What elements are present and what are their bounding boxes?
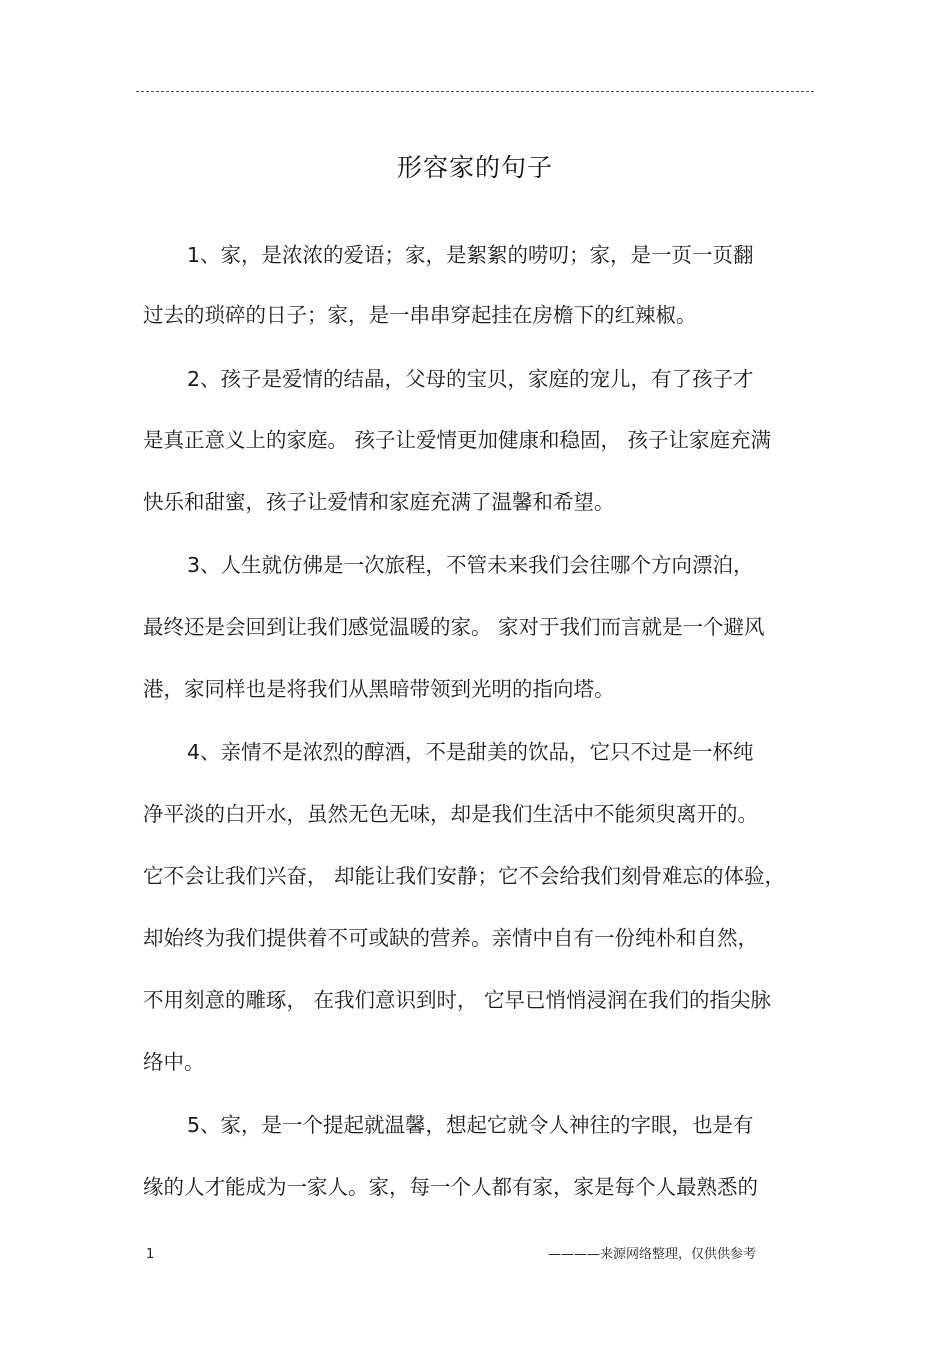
paragraph-4-line-1: 4、亲情不是浓烈的醇酒，不是甜美的饮品，它只不过是一杯纯 [187, 740, 754, 764]
document-title: 形容家的句子 [396, 153, 553, 182]
paragraph-4-line-2: 净平淡的白开水，虽然无色无味，却是我们生活中不能须臾离开的。 [143, 802, 758, 826]
page-number: 1 [146, 1247, 155, 1262]
paragraph-3-line-1: 3、人生就仿佛是一次旅程，不管未来我们会往哪个方向漂泊， [187, 553, 754, 577]
paragraph-1-line-2: 过去的琐碎的日子；家，是一串串穿起挂在房檐下的红辣椒。 [143, 303, 697, 327]
paragraph-3-line-3: 港，家同样也是将我们从黑暗带领到光明的指向塔。 [143, 677, 615, 701]
header-divider [136, 91, 814, 92]
paragraph-1-line-1: 1、家，是浓浓的爱语；家，是絮絮的唠叨；家，是一页一页翻 [187, 243, 754, 267]
paragraph-4-line-3: 它不会让我们兴奋， 却能让我们安静；它不会给我们刻骨难忘的体验， [143, 864, 786, 888]
paragraph-2-line-1: 2、孩子是爱情的结晶，父母的宝贝，家庭的宠儿，有了孩子才 [187, 367, 754, 391]
paragraph-2-line-2: 是真正意义上的家庭。 孩子让爱情更加健康和稳固， 孩子让家庭充满 [143, 428, 772, 452]
paragraph-2-line-3: 快乐和甜蜜，孩子让爱情和家庭充满了温馨和希望。 [143, 490, 615, 514]
paragraph-3-line-2: 最终还是会回到让我们感觉温暖的家。 家对于我们而言就是一个避风 [143, 615, 765, 639]
paragraph-4-line-4: 却始终为我们提供着不可或缺的营养。亲情中自有一份纯朴和自然， [143, 926, 758, 950]
paragraph-4-line-6: 络中。 [143, 1050, 205, 1074]
paragraph-5-line-1: 5、家，是一个提起就温馨，想起它就令人神往的字眼，也是有 [187, 1113, 754, 1137]
paragraph-4-line-5: 不用刻意的雕琢， 在我们意识到时， 它早已悄悄浸润在我们的指尖脉 [143, 988, 772, 1012]
source-note: ————来源网络整理，仅供供参考 [548, 1247, 757, 1262]
paragraph-5-line-2: 缘的人才能成为一家人。家，每一个人都有家，家是每个人最熟悉的 [143, 1175, 758, 1199]
